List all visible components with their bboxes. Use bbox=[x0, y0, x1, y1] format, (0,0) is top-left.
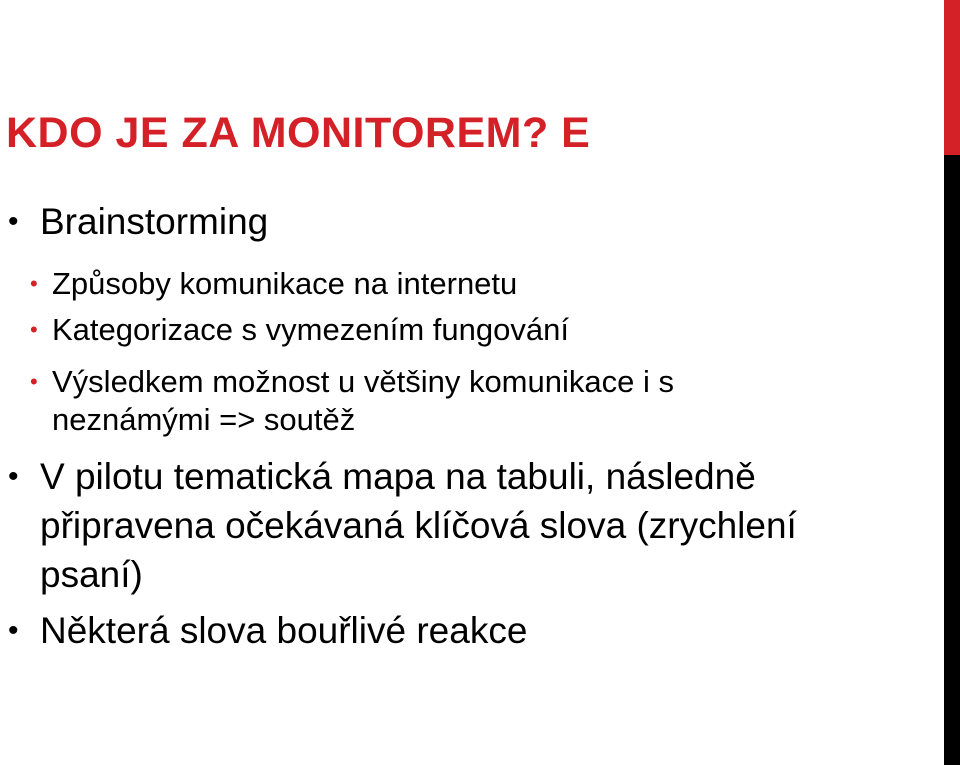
bullet-item bbox=[8, 197, 808, 246]
bullet-item bbox=[8, 606, 808, 655]
sub-bullet-text: Výsledkem možnost u většiny komunikace i s neznámými => soutěž bbox=[52, 364, 674, 437]
bullet-text: Některá slova bouřlivé reakce bbox=[40, 610, 528, 651]
bullet-text: V pilotu tematická mapa na tabuli, následně připravena očekávaná klíčová slova (zrychlení psaní) bbox=[40, 456, 797, 595]
sub-bullet-icon: • bbox=[30, 369, 38, 394]
sub-bullet-item bbox=[30, 265, 830, 303]
sub-bullet-text: Způsoby komunikace na internetu bbox=[52, 266, 518, 301]
bullet-icon: • bbox=[8, 614, 19, 647]
bullet-text: Brainstorming bbox=[40, 201, 269, 242]
sub-bullet-icon: • bbox=[30, 317, 38, 342]
sub-bullet-item bbox=[30, 311, 830, 349]
bullet-icon: • bbox=[8, 460, 19, 493]
bullet-icon: • bbox=[8, 205, 19, 238]
bullet-item bbox=[8, 452, 798, 599]
slide-title: KDO JE ZA MONITOREM? E bbox=[6, 109, 591, 157]
accent-bar-black bbox=[944, 155, 960, 765]
sub-bullet-text: Kategorizace s vymezením fungování bbox=[52, 312, 569, 347]
sub-bullet-item bbox=[30, 363, 810, 439]
sub-bullet-icon: • bbox=[30, 271, 38, 296]
accent-bar-red bbox=[944, 0, 960, 155]
